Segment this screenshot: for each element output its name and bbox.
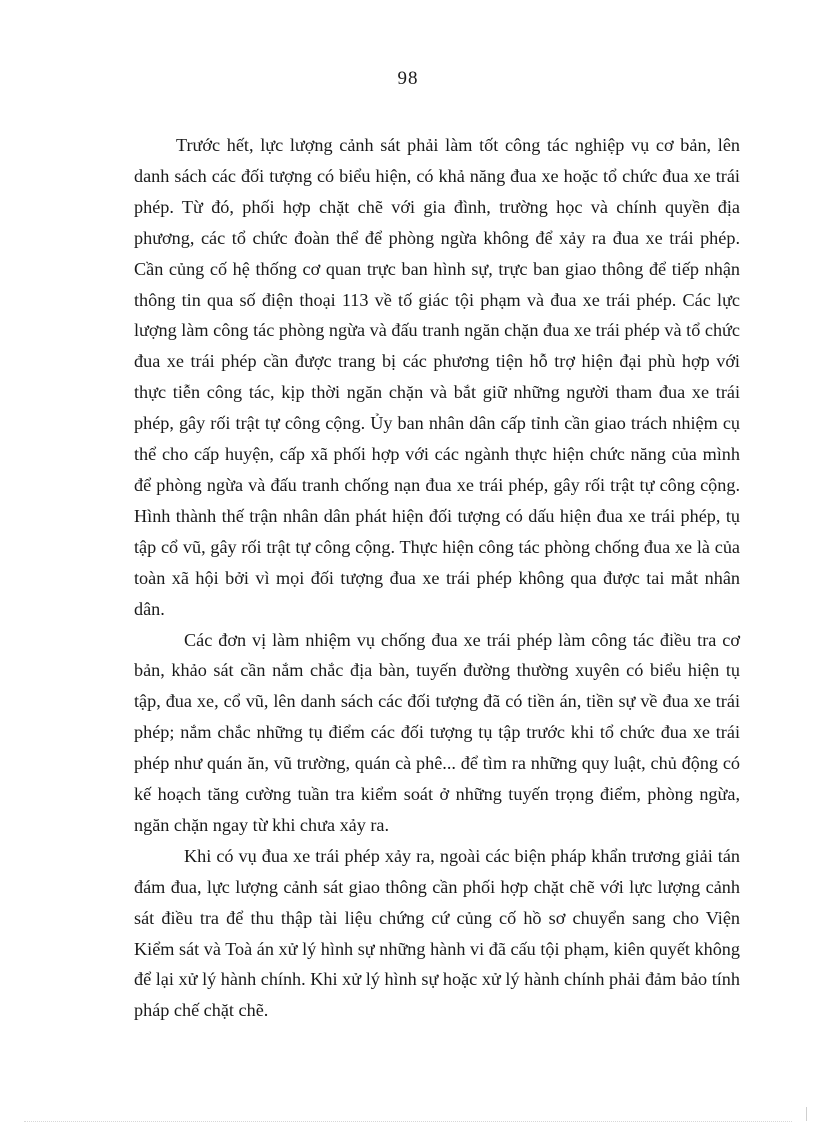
paragraph-1: Trước hết, lực lượng cảnh sát phải làm tốt công tác nghiệp vụ cơ bản, lên danh sách các đối tượng có biểu hiện, có khả năng đua xe hoặc tổ chức đua xe trái phép. Từ đó, phối hợp chặt chẽ với gia đình, trường học và chính quyền địa phương, các tổ chức đoàn thể để phòng ngừa không để xảy ra đua xe trái phép. Cần củng cố hệ thống cơ quan trực ban hình sự, trực ban giao thông để tiếp nhận thông tin qua số điện thoại 113 về tố giác tội phạm và đua xe trái phép. Các lực lượng làm công tác phòng ngừa và đấu tranh ngăn chặn đua xe trái phép và tổ chức đua xe trái phép cần được trang bị các phương tiện hỗ trợ hiện đại phù hợp với thực tiễn công tác, kịp thời ngăn chặn và bắt giữ những người tham đua xe trái phép, gây rối trật tự công cộng. Ủy ban nhân dân cấp tỉnh cần giao trách nhiệm cụ thể cho cấp huyện, cấp xã phối hợp với các ngành thực hiện chức năng của mình để phòng ngừa và đấu tranh chống nạn đua xe trái phép, gây rối trật tự công cộng. Hình thành thế trận nhân dân phát hiện đối tượng có dấu hiện đua xe trái phép, tụ tập cổ vũ, gây rối trật tự công cộng. Thực hiện công tác phòng chống đua xe là của toàn xã hội bởi vì mọi đối tượng đua xe trái phép không qua được tai mắt nhân dân. [134,135,740,619]
page-number: 98 [397,68,419,89]
page-corner-mark [806,1107,807,1121]
paragraph-3: Khi có vụ đua xe trái phép xảy ra, ngoài các biện pháp khẩn trương giải tán đám đua, lực lượng cảnh sát giao thông cần phối hợp chặt chẽ với lực lượng cảnh sát điều tra để thu thập tài liệu chứng cứ củng cố hồ sơ chuyển sang cho Viện Kiểm sát và Toà án xử lý hình sự những hành vi đã cấu tội phạm, kiên quyết không để lại xử lý hành chính. Khi xử lý hình sự hoặc xử lý hành chính phải đảm bảo tính pháp chế chặt chẽ. [134,845,740,1021]
body-text [134,130,740,1026]
page-bottom-divider [24,1121,792,1122]
paragraph-2: Các đơn vị làm nhiệm vụ chống đua xe trái phép làm công tác điều tra cơ bản, khảo sát cần nắm chắc địa bàn, tuyến đường thường xuyên có biểu hiện tụ tập, đua xe, cổ vũ, lên danh sách các đối tượng đã có tiền án, tiền sự về đua xe trái phép; nắm chắc những tụ điểm các đối tượng tụ tập trước khi tổ chức đua xe trái phép như quán ăn, vũ trường, quán cà phê... để tìm ra những quy luật, chủ động có kế hoạch tăng cường tuần tra kiểm soát ở những tuyến trọng điểm, phòng ngừa, ngăn chặn ngay từ khi chưa xảy ra. [134,629,740,835]
